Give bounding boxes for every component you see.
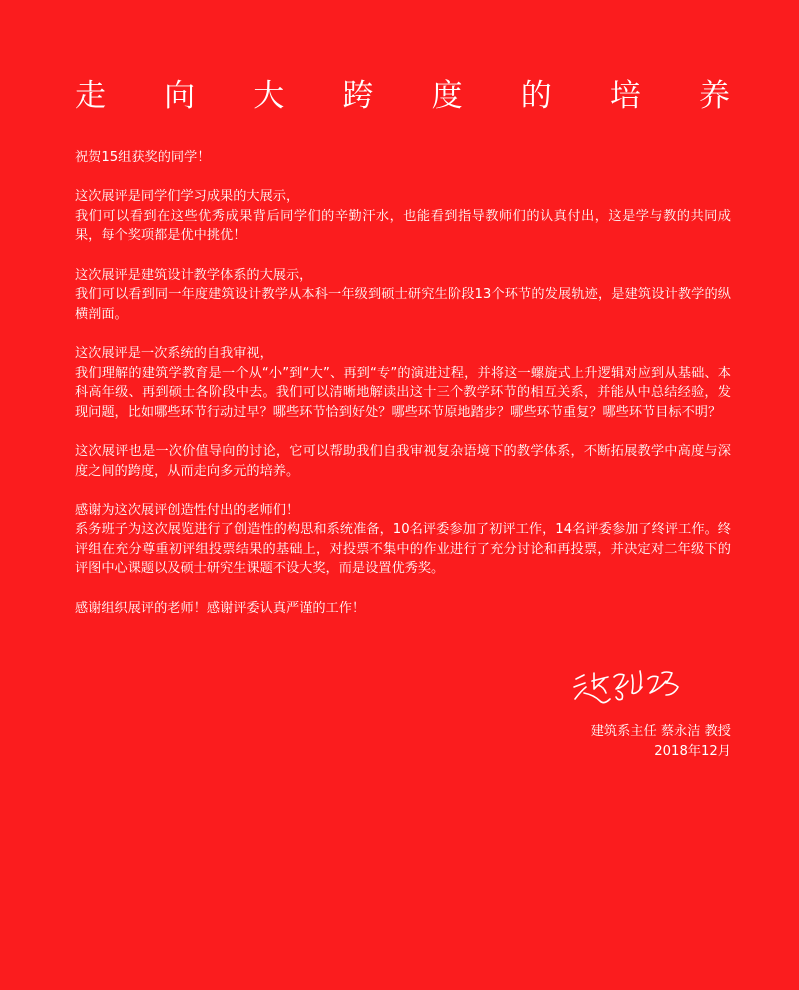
- paragraph-congrats: [75, 148, 731, 168]
- signoff-block: [591, 722, 731, 762]
- paragraph-line: 祝贺15组获奖的同学！: [75, 150, 211, 165]
- title-char: 走: [75, 78, 106, 114]
- page-title: [75, 78, 730, 114]
- paragraph-thanks-teachers: [75, 501, 731, 579]
- title-char: 养: [698, 78, 730, 114]
- paragraph-line: 这次展评也是一次价值导向的讨论，它可以帮助我们自我审视复杂语境下的教学体系，不断拓展教学中高度与深度之间的跨度，从而走向多元的培养。: [75, 443, 731, 479]
- title-char: 向: [164, 78, 196, 114]
- signoff-date: 2018年12月: [654, 744, 731, 759]
- title-char: 培: [609, 78, 641, 114]
- paragraph-line: 我们可以看到在这些优秀成果背后同学们的辛勤汗水，也能看到指导教师们的认真付出，这是学与教的共同成果，每个奖项都是优中挑优！: [75, 208, 731, 244]
- paragraph-line: 系务班子为这次展览进行了创造性的构思和系统准备，10名评委参加了初评工作，14名评委参加了终评工作。终评组在充分尊重初评组投票结果的基础上，对投票不集中的作业进行了充分讨论和再投票，并决定对二年级下的评图中心课题以及硕士研究生课题不设大奖，而是设置优秀奖。: [75, 522, 731, 577]
- paragraph-line: 这次展评是建筑设计教学体系的大展示，: [75, 267, 313, 283]
- title-char: 度: [431, 78, 463, 114]
- title-char: 大: [253, 78, 285, 114]
- signoff-position: 建筑系主任 蔡永洁 教授: [590, 724, 731, 739]
- paragraph-line: 这次展评是一次系统的自我审视，: [75, 345, 273, 361]
- handwritten-signature: [570, 665, 690, 707]
- paragraph-line: 感谢组织展评的老师！感谢评委认真严谨的工作！: [75, 600, 366, 616]
- title-char: 的: [520, 78, 552, 114]
- paragraph-thanks-organizers: [75, 599, 731, 619]
- paragraph-line: 我们理解的建筑学教育是一个从“小”到“大”、再到“专”的演进过程，并将这一螺旋式上升逻辑对应到从基础、本科高年级、再到硕士各阶段中去。我们可以清晰地解读出这十三个教学环节的相互关系，并能从中总结经验，发现问题，比如哪些环节行动过早？哪些环节恰到好处？哪些环节原地踏步？哪些环节重复？哪些环节目标不明？: [75, 365, 731, 420]
- paragraph-line: 这次展评是同学们学习成果的大展示，: [75, 189, 300, 205]
- paragraph-line: 感谢为这次展评创造性付出的老师们！: [75, 502, 300, 518]
- letter-body: [75, 148, 731, 638]
- paragraph-line: 我们可以看到同一年度建筑设计教学从本科一年级到硕士研究生阶段13个环节的发展轨迹，是建筑设计教学的纵横剖面。: [75, 287, 731, 322]
- paragraph-teaching-system: [75, 266, 731, 325]
- paragraph-self-review: [75, 344, 731, 422]
- paragraph-value-discussion: [75, 442, 731, 481]
- paragraph-achievement: [75, 187, 731, 246]
- title-char: 跨: [342, 78, 374, 114]
